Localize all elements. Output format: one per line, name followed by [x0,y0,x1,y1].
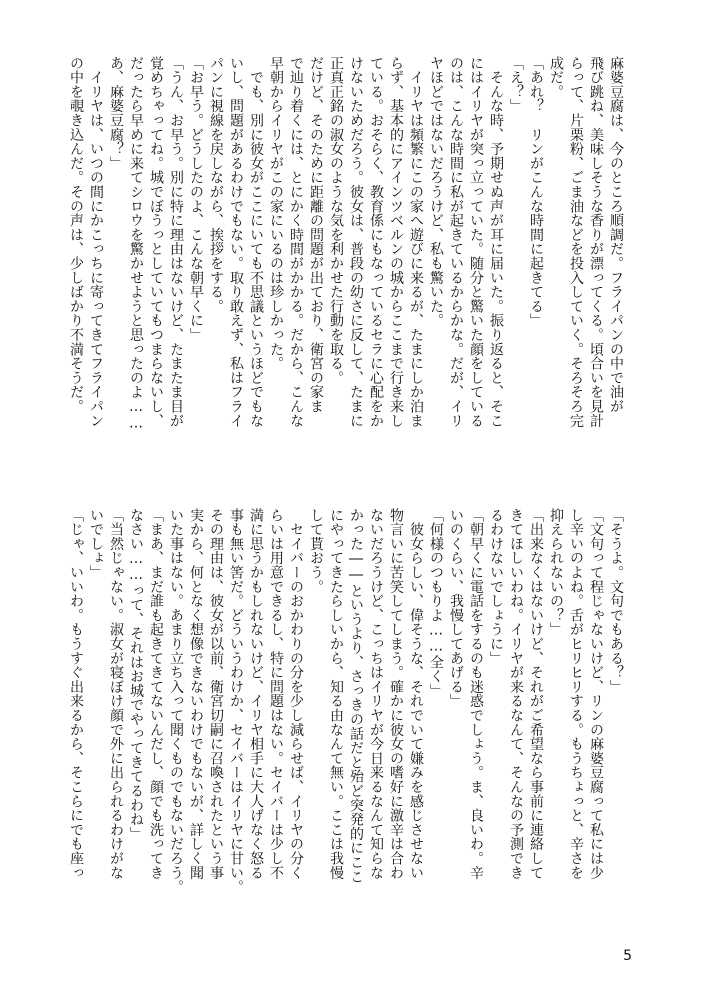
text-column: だけど、そのために距離の問題が出ており、衛宮の家ま [308,56,324,414]
text-column: 満に思うかもしれないけど、イリヤ相手に大人げなく怒る [248,508,264,880]
text-column: そんな時、予期せぬ声が耳に届いた。振り返ると、そこ [488,56,504,428]
text-column: ないだろうけど、こっちはイリヤが今日来るなんて知らな [368,508,384,880]
text-column: 「当然じゃない。淑女が寝ぼけ顔で外に出られるわけがな [108,508,124,880]
text-column: の中を覗き込んだ。その声は、少しばかり不満そうだ。 [68,56,84,414]
text-column: イリヤは、いつの間にかこっちに寄ってきてフライパン [88,56,104,428]
text-column: にはイリヤが突っ立っていた。随分と驚いた顔をしている [468,56,484,428]
text-column: なさい……って、それはお城でやってきてるわね」 [128,508,144,841]
text-column: 「そうよ。文句でもある？」 [608,508,624,694]
text-column: らず、基本的にアインツベルンの城からここまで行き来し [388,56,404,428]
text-column: 「何様のつもりよ……全く」 [428,508,444,698]
upper-text-block [66,56,626,466]
text-column: 覚めちゃってね。城でぼうっとしていてもつまらないし、 [148,56,164,428]
text-column: 「え？」 [508,56,524,114]
text-column: けないためだろう。彼女は、普段の幼さに反して、たまに [348,56,364,428]
text-column: 「出来なくはないけど、それがご希望なら事前に連絡して [528,508,544,880]
page-number: 5 [623,948,632,964]
text-column: いし、問題があるわけでもない。取り敢えず、私はフライ [228,56,244,428]
text-column: セイバーのおかわりの分を少し減らせば、イリヤの分く [288,508,304,880]
text-column: ている。おそらく、教育係にもなっているセラに心配をか [368,56,384,428]
text-column: ヤほどではないだろうけど、私も驚いた。 [428,56,444,328]
text-column: 「お早う。どうしたのよ、こんな朝早くに」 [188,56,204,342]
text-column: 「文句って程じゃないけど、リンの麻婆豆腐って私には少 [588,508,604,880]
text-column: 「あれ？ リンがこんな時間に起きてる」 [528,56,544,328]
text-column: 飛び跳ね、美味しそうな香りが漂ってくる。頃合いを見計 [588,56,604,428]
text-column: その理由は、彼女が以前、衛宮切嗣に召喚されたという事 [208,508,224,880]
text-column: 「うん、お早う。別に特に理由はないけど、たまたま目が [168,56,184,428]
text-column: し辛いのよね。舌がヒリヒリする。もうちょっと、辛さを [568,508,584,880]
text-column: らって、片栗粉、ごま油などを投入していく。そろそろ完 [568,56,584,428]
text-column: るわけないでしょうに」 [488,508,504,666]
text-column: いた事はない。あまり立ち入って聞くものでもないだろう。 [168,508,184,895]
text-column: 抑えられないの？」 [548,508,564,637]
text-column: 物言いに苦笑してしまう。確かに彼女の嗜好に激辛は合わ [388,508,404,880]
lower-text-block [66,508,626,918]
text-column: 実から、何となく想像できないわけでもないが、詳しく聞 [188,508,204,880]
text-column: いのくらい、我慢してあげる」 [448,508,464,709]
text-column: イリヤは頻繁にこの家へ遊びに来るが、たまにしか泊ま [408,56,424,428]
text-column: きてほしいわね。イリヤが来るなんて、そんなの予測でき [508,508,524,880]
text-column: いでしょ」 [88,508,104,580]
text-column: らいは用意できるし、特に問題はない。セイバーは少し不 [268,508,284,880]
text-column: 「じゃ、いいわ。もうすぐ出来るから、そこらにでも座っ [68,508,84,880]
text-column: かった――というより、さっきの話だと殆ど突発的にここ [348,508,364,884]
text-column: 正真正銘の淑女のような気を利かせた行動を取る。 [328,56,344,385]
text-column: 事も無い筈だ。どういうわけか、セイバーはイリヤに甘い。 [228,508,244,895]
text-column: あ、麻婆豆腐？」 [108,56,124,171]
text-column: 「朝早くに電話をするのも迷惑でしょう。ま、良いわ。辛 [468,508,484,880]
text-column: 成だ。 [548,56,564,99]
text-column: パンに視線を戻しながら、挨拶をする。 [208,56,224,314]
text-column: 「まあ、まだ誰も起きてきてないんだし、顔でも洗ってき [148,508,164,880]
text-column: で辿り着くには、とにかく時間がかかる。だから、こんな [288,56,304,428]
text-column: 彼女らしい、偉そうな、それでいて嫌みを感じさせない [408,508,424,880]
text-column: にやってきたらしいから、知る由なんて無い。ここは我慢 [328,508,344,880]
text-column: のは、こんな時間に私が起きているからかな。だが、イリ [448,56,464,428]
text-column: して貰おう。 [308,508,324,594]
text-column: 麻婆豆腐は、今のところ順調だ。フライパンの中で油が [608,56,624,414]
text-column: だったら早めに来てシロウを驚かせようと思ったのよ…… [128,56,144,432]
text-column: 早朝からイリヤがこの家にいるのは珍しかった。 [268,56,284,371]
text-column: でも、別に彼女がここにいても不思議というほどでもな [248,56,264,428]
